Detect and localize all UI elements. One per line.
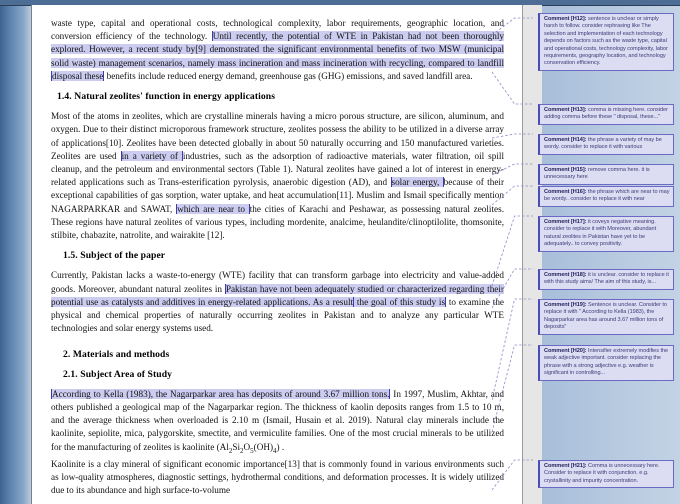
run-highlighted-h17[interactable]: Pakistan have not been adequately studied or characterized regarding their potential use as catalysts and additives in energy-related applications. As a result [51,283,504,307]
run-plain-tail: benefits include reduced energy demand, greenhouse gas (GHG) emissions, and saved landfill area. [104,70,473,81]
paragraph-wte-benefits [51,17,504,83]
page-background-left [0,0,31,504]
comment-text: Sentence is unclear. Consider to replace it with " According to Kella (1983), the Nagarparkar area has around 3.67 million tons of deposits" [544,302,667,331]
paragraph-zeolites [51,110,504,242]
run-zeolites-3: industries, such as the adsorption of radioactive materials, water filtration, oil spill cleanup, and the petroleum and environmental sectors (Table 1). Natural zeolites have gained a lot of interest in energy-related applications such as Trans-esterification pyrolysis, anaerobic digestion (AD), and [51,150,505,188]
comment-label: Comment [H20]: [544,348,589,354]
document-page[interactable] [31,5,523,504]
comment-box-h13[interactable] [538,104,674,125]
comment-label: Comment [H15]: [544,167,589,173]
comment-text: the phrase which are near to may be wordy.. consider to replace it with near [544,189,670,203]
comment-label: Comment [H19]: [544,302,589,308]
comment-text: the phrase a variety of may be wordy. consider to replace it with various [544,137,662,151]
run-zeolites-7: the cities of Karachi and Peshawar, as possessing natural zeolites. These regions have natural zeolites of various types, including mordenite, analcime, heulandite/clinoptilolite, thomsonite, stilbite, chabazite, natrolite, and wairakite [12]. [51,203,504,241]
heading-2-materials: 2. Materials and methods [63,349,170,361]
run-area-3: Si [232,441,240,452]
comment-label: Comment [H12]: [544,16,589,22]
comment-text: it coveys negative meaning. consider to replace it with Moreover, abundant natural zeolites in Pakistan have yet to be adequately.. to convey positivity. [544,219,657,248]
heading-1-5: 1.5. Subject of the paper [63,250,166,262]
comment-text: Comma is unnecessary here. Consider to replace it with conjunction. e.g. crystallinity and impurity concentration. [544,463,660,484]
run-subject-1: Currently, Pakistan lacks a waste-to-energy (WTE) facility that can transform garbage into electricity and value-added goods. Moreover, abundant natural zeolites in [51,270,504,294]
comment-text: comma is missing here. consider adding comma before these " disposal, these..." [544,107,668,121]
comment-label: Comment [H18]: [544,272,589,278]
comment-box-h14[interactable] [538,134,674,155]
comment-label: Comment [H21]: [544,463,589,469]
comment-box-h15[interactable] [538,164,674,185]
run-highlighted-h14[interactable]: in a variety of [121,150,182,161]
comment-box-h18[interactable] [538,269,674,290]
run-highlighted-h15[interactable]: solar energy, [391,177,443,188]
formula-sub-2: 2 [240,446,244,455]
comment-box-h16[interactable] [538,186,674,207]
run-subject-4: to examine the physical and chemical properties of naturally occurring zeolites in Pakistan and to analyze any particular WTE technologies and solar energy systems used. [51,296,505,334]
comment-text: it is unclear. consider to replace it with this study aims/ The aim of this study, is... [544,272,669,286]
comment-label: Comment [H16]: [544,189,589,195]
comment-text: remove comma here. it is unnecessary here [544,167,650,181]
document-body [32,5,522,497]
formula-sub-4: 4 [273,446,277,455]
run-highlighted-h12[interactable]: Until recently, the potential of WTE in Pakistan had not been thoroughly explored. However, a recent study by[9] demonstrated the significant environmental benefits of two MSW (municipal solid waste) management scenarios, namely mass incineration and mass incineration with recycling, compared to landfill [51,31,504,68]
run-highlighted-h16[interactable]: which are near to [177,203,249,214]
comment-label: Comment [H14]: [544,137,589,143]
run-zeolites-1: Most of the atoms in zeolites, which are crystalline minerals having a micro porous structure, are silicon, aluminum, and oxygen. Due to their distinct microporous framework structure, zeolites possess the ability to be utilized in a diverse array of applications[10]. Zeolites have been detected globally in about 50 naturally occurring and 150 manufactured varieties. Zeolites are used [51,111,504,161]
comment-label: Comment [H17]: [544,219,589,225]
paragraph-kaolinite: Kaolinite is a clay mineral of significant economic importance[13] that is commonly found in various environments such as low-quality atmospheres, diagnostic settings, hydrothermal conditions, and deformation processes. It is widely utilized due to its abundance and high surface-to-volume [51,458,504,496]
heading-2-1-subject-area: 2.1. Subject Area of Study [63,368,173,380]
comment-box-h12[interactable] [538,13,674,71]
run-area-6: ) . [276,441,285,452]
heading-1-4: 1.4. Natural zeolites' function in energy applications [57,91,276,103]
run-area-2: In 1997, Muslim, Akhtar, and others published a geological map of the Nagarparkar region. The thickness of kaolin deposits ranges from 1.5 to 10 m, and the average thickness when overloaded is 2.10 m (Ismail, Husain et al. 2019). Natural clay minerals include the kaolinite, sepiolite, mica, palygorskite, smectite, and vermiculite families. One of the most crucial minerals to be utilized for the manufacturing of zeolites is kaolinite (Al [51,388,505,452]
run-plain: waste type, capital and operational costs, technological complexity, labor requirements, geographic location, and conversion efficiency of the technology. [51,18,504,42]
comments-pane[interactable] [536,5,680,504]
comment-box-h17[interactable] [538,216,674,252]
run-highlighted-h18[interactable]: the goal of this study is [354,296,446,307]
run-area-5: (OH) [253,441,274,452]
paragraph-subject-area [51,388,504,458]
run-highlighted-h19[interactable]: According to Kella (1983), the Nagarparkar area has deposits of around 3.67 million tons. [52,388,390,399]
comment-text: sentence is unclear or simply harsh to follow. consider rephrasing like The selection and implementation of each technology depends on factors such as the waste type, capital and operational costs, technology complexity, labor requirements, geography location, and technology conservation efficiency. [544,16,668,67]
comment-label: Comment [H13]: [544,107,589,113]
run-area-4: O [243,441,251,452]
comment-box-h21[interactable] [538,460,674,488]
run-highlighted-h13[interactable]: disposal these [52,70,104,81]
formula-sub-1: 2 [228,446,233,455]
paragraph-subject-of-paper [51,269,504,335]
comment-box-h19[interactable] [538,299,674,335]
comment-box-h20[interactable] [538,345,674,381]
run-zeolites-5: because of their exceptional capabilities of gas sorption, water uptake, and heat accumulation[11]. Muslim and Ismail specifically mention NAGARPARKAR and SAWAT, [51,177,505,214]
formula-sub-3: 5 [250,446,254,455]
comment-text: Intensifier extremely modifies the weak adjective important. consider replacing the phrase with a strong adjective e.g. weather is significant in controlling... [544,348,669,377]
